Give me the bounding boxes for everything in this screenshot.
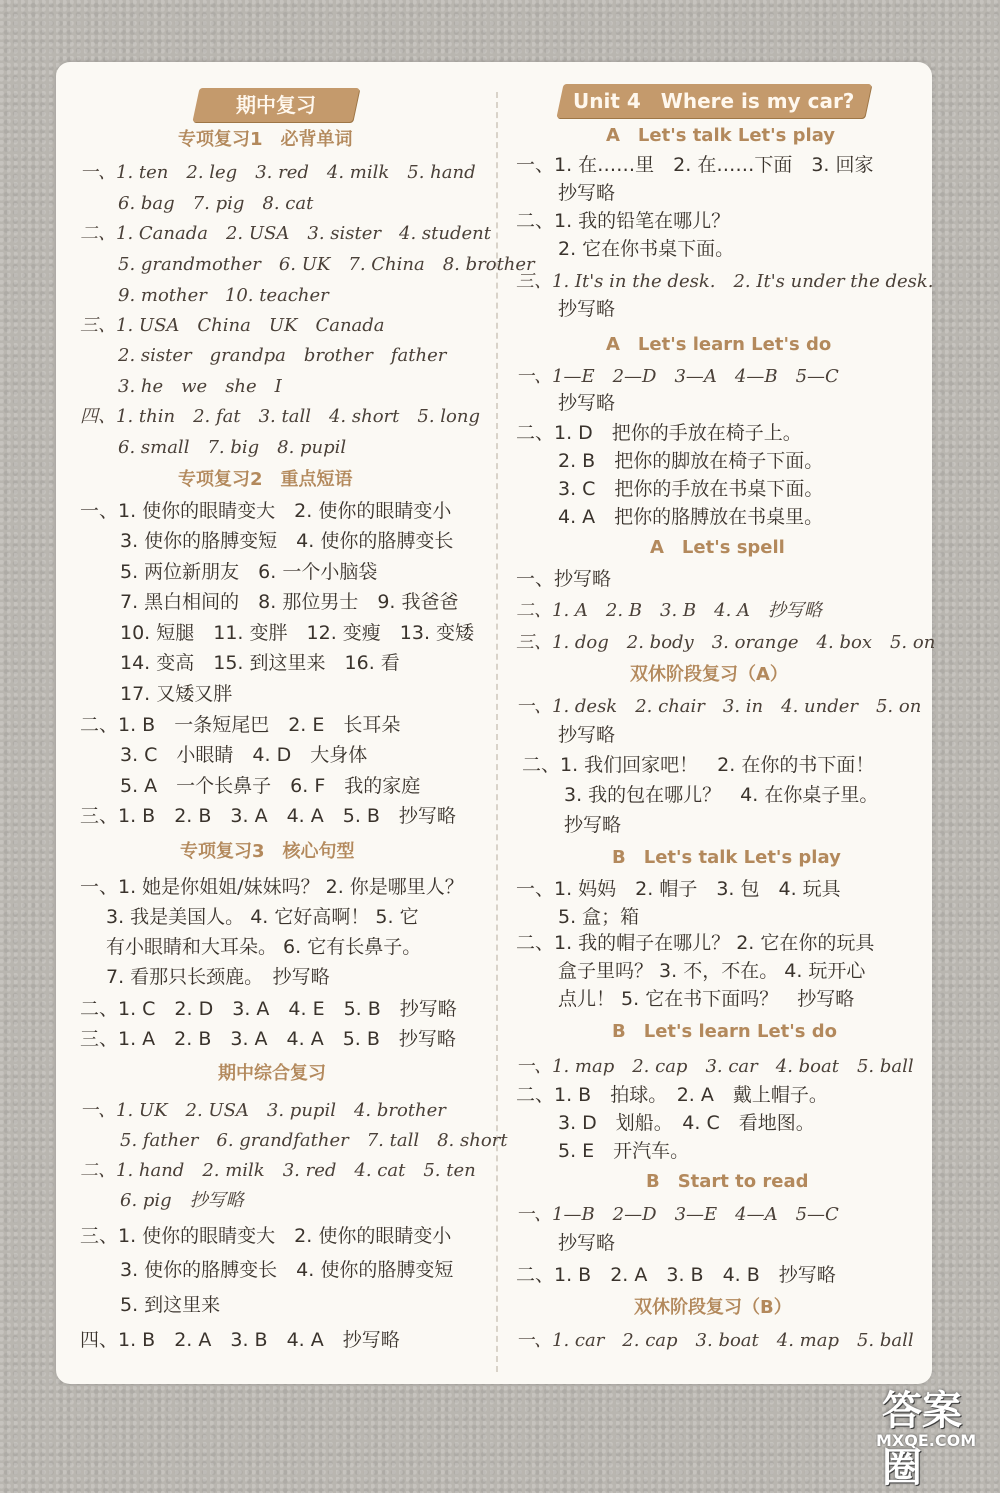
answer-line: 点儿！ 5. 它在书下面吗？ 抄写略 (558, 988, 855, 1010)
answer-line: 10. 短腿 11. 变胖 12. 变瘦 13. 变矮 (120, 622, 475, 644)
section-title: 双休阶段复习（A） (630, 664, 788, 685)
answer-line: 14. 变高 15. 到这里来 16. 看 (120, 652, 400, 674)
answer-line: 5. E 开汽车。 (558, 1140, 690, 1162)
answer-line: 三、1. A 2. B 3. A 4. A 5. B 抄写略 (80, 1028, 456, 1050)
answer-line: 一、1. 她是你姐姐/妹妹吗？ 2. 你是哪里人？ (80, 876, 464, 898)
answer-line: 三、1. B 2. B 3. A 4. A 5. B 抄写略 (80, 805, 456, 827)
section-title: A Let's learn Let's do (606, 334, 832, 355)
answer-line: 二、1. 我的帽子在哪儿？ 2. 它在你的玩具 (516, 932, 875, 954)
answer-line: 一、1. ten 2. leg 3. red 4. milk 5. hand (80, 162, 476, 183)
left-banner-text: 期中复习 (236, 93, 316, 117)
answer-line: 抄写略 (558, 1232, 616, 1254)
answer-line: 一、1. desk 2. chair 3. in 4. under 5. on (516, 696, 922, 717)
section-title: B Let's learn Let's do (612, 1021, 837, 1042)
site-watermark (842, 1377, 992, 1491)
answer-line: 6. small 7. big 8. pupil (118, 437, 347, 458)
right-banner (556, 84, 871, 118)
section-title: 双休阶段复习（B） (634, 1297, 792, 1318)
answer-line: 5. 盒；箱 (558, 906, 640, 928)
answer-line: 5. father 6. grandfather 7. tall 8. short (120, 1130, 508, 1151)
answer-line: 一、抄写略 (516, 568, 612, 590)
answer-line: 抄写略 (558, 182, 616, 204)
answer-line: 三、1. 使你的眼睛变大 2. 使你的眼睛变小 (80, 1225, 452, 1247)
answer-line: 一、1. 使你的眼睛变大 2. 使你的眼睛变小 (80, 500, 452, 522)
answer-line: 2. B 把你的脚放在椅子下面。 (558, 450, 824, 472)
answer-line: 6. pig 抄写略 (120, 1190, 244, 1211)
section-title: 期中综合复习 (218, 1063, 326, 1084)
answer-line: 二、1. B 2. A 3. B 4. B 抄写略 (516, 1264, 836, 1286)
answer-line: 一、1—E 2—D 3—A 4—B 5—C (516, 366, 839, 387)
answer-line: 3. D 划船。 4. C 看地图。 (558, 1112, 815, 1134)
answer-line: 17. 又矮又胖 (120, 683, 233, 705)
answer-line: 三、1. It's in the desk. 2. It's under the desk. (516, 271, 934, 292)
answer-line: 2. sister grandpa brother father (118, 345, 447, 366)
answer-line: 4. A 把你的胳膊放在书桌里。 (558, 506, 824, 528)
answer-line: 3. C 小眼睛 4. D 大身体 (120, 744, 368, 766)
answer-line: 一、1. 妈妈 2. 帽子 3. 包 4. 玩具 (516, 878, 841, 900)
section-title: A Let's talk Let's play (606, 125, 836, 146)
answer-line: 3. 使你的胳膊变短 4. 使你的胳膊变长 (120, 530, 454, 552)
answer-line: 9. mother 10. teacher (118, 285, 329, 306)
answer-line: 7. 黑白相间的 8. 那位男士 9. 我爸爸 (120, 591, 459, 613)
section-title: 专项复习3 核心句型 (180, 841, 355, 862)
column-divider (496, 92, 498, 1372)
answer-line: 二、1. A 2. B 3. B 4. A 抄写略 (516, 600, 823, 621)
answer-line: 一、1. UK 2. USA 3. pupil 4. brother (80, 1100, 446, 1121)
section-title: A Let's spell (650, 537, 785, 558)
answer-line: 3. he we she I (118, 376, 282, 397)
answer-line: 四、1. B 2. A 3. B 4. A 抄写略 (80, 1329, 400, 1351)
answer-line: 二、1. 我们回家吧！ 2. 在你的书下面！ (522, 754, 875, 776)
answer-line: 5. 两位新朋友 6. 一个小脑袋 (120, 561, 378, 583)
answer-line: 2. 它在你书桌下面。 (558, 238, 735, 260)
section-title: 专项复习2 重点短语 (178, 469, 353, 490)
section-title: B Start to read (646, 1171, 809, 1192)
answer-line: 3. 我的包在哪儿？ 4. 在你桌子里。 (564, 784, 879, 806)
answer-line: 三、1. USA China UK Canada (80, 315, 385, 336)
answer-line: 一、1. car 2. cap 3. boat 4. map 5. ball (516, 1330, 914, 1351)
answer-line: 抄写略 (558, 724, 616, 746)
answer-line: 抄写略 (558, 392, 616, 414)
answer-line: 四、1. thin 2. fat 3. tall 4. short 5. long (80, 406, 480, 427)
answer-line: 7. 看那只长颈鹿。 抄写略 (106, 966, 330, 988)
section-title: B Let's talk Let's play (612, 847, 841, 868)
answer-line: 二、1. 我的铅笔在哪儿？ (516, 210, 731, 232)
answer-line: 3. 我是美国人。 4. 它好高啊！ 5. 它 (106, 906, 419, 928)
answer-line: 3. 使你的胳膊变长 4. 使你的胳膊变短 (120, 1259, 454, 1281)
answer-line: 3. C 把你的手放在书桌下面。 (558, 478, 824, 500)
answer-line: 6. bag 7. pig 8. cat (118, 193, 314, 214)
left-banner (192, 88, 359, 122)
answer-line: 盒子里吗？ 3. 不，不在。 4. 玩开心 (558, 960, 866, 982)
watermark-site: MXQE.COM (876, 1431, 977, 1450)
answer-line: 5. A 一个长鼻子 6. F 我的家庭 (120, 775, 421, 797)
answer-line: 二、1. hand 2. milk 3. red 4. cat 5. ten (80, 1160, 476, 1181)
right-banner-text: Unit 4 Where is my car? (573, 89, 855, 113)
answer-line: 三、1. dog 2. body 3. orange 4. box 5. on (516, 632, 936, 653)
answer-line: 二、1. Canada 2. USA 3. sister 4. student (80, 223, 491, 244)
answer-line: 抄写略 (564, 814, 622, 836)
answer-line: 一、1. 在……里 2. 在……下面 3. 回家 (516, 154, 874, 176)
answer-line: 抄写略 (558, 298, 616, 320)
answer-line: 5. 到这里来 (120, 1294, 221, 1316)
answer-line: 一、1—B 2—D 3—E 4—A 5—C (516, 1204, 839, 1225)
watermark-logo: 答案圈 (882, 1388, 962, 1491)
answer-line: 二、1. B 拍球。 2. A 戴上帽子。 (516, 1084, 828, 1106)
answer-line: 有小眼睛和大耳朵。 6. 它有长鼻子。 (106, 936, 422, 958)
answer-line: 二、1. C 2. D 3. A 4. E 5. B 抄写略 (80, 998, 457, 1020)
answer-line: 一、1. map 2. cap 3. car 4. boat 5. ball (516, 1056, 914, 1077)
answer-line: 二、1. B 一条短尾巴 2. E 长耳朵 (80, 714, 401, 736)
answer-line: 5. grandmother 6. UK 7. China 8. brother (118, 254, 535, 275)
answer-line: 二、1. D 把你的手放在椅子上。 (516, 422, 802, 444)
section-title: 专项复习1 必背单词 (178, 129, 353, 150)
